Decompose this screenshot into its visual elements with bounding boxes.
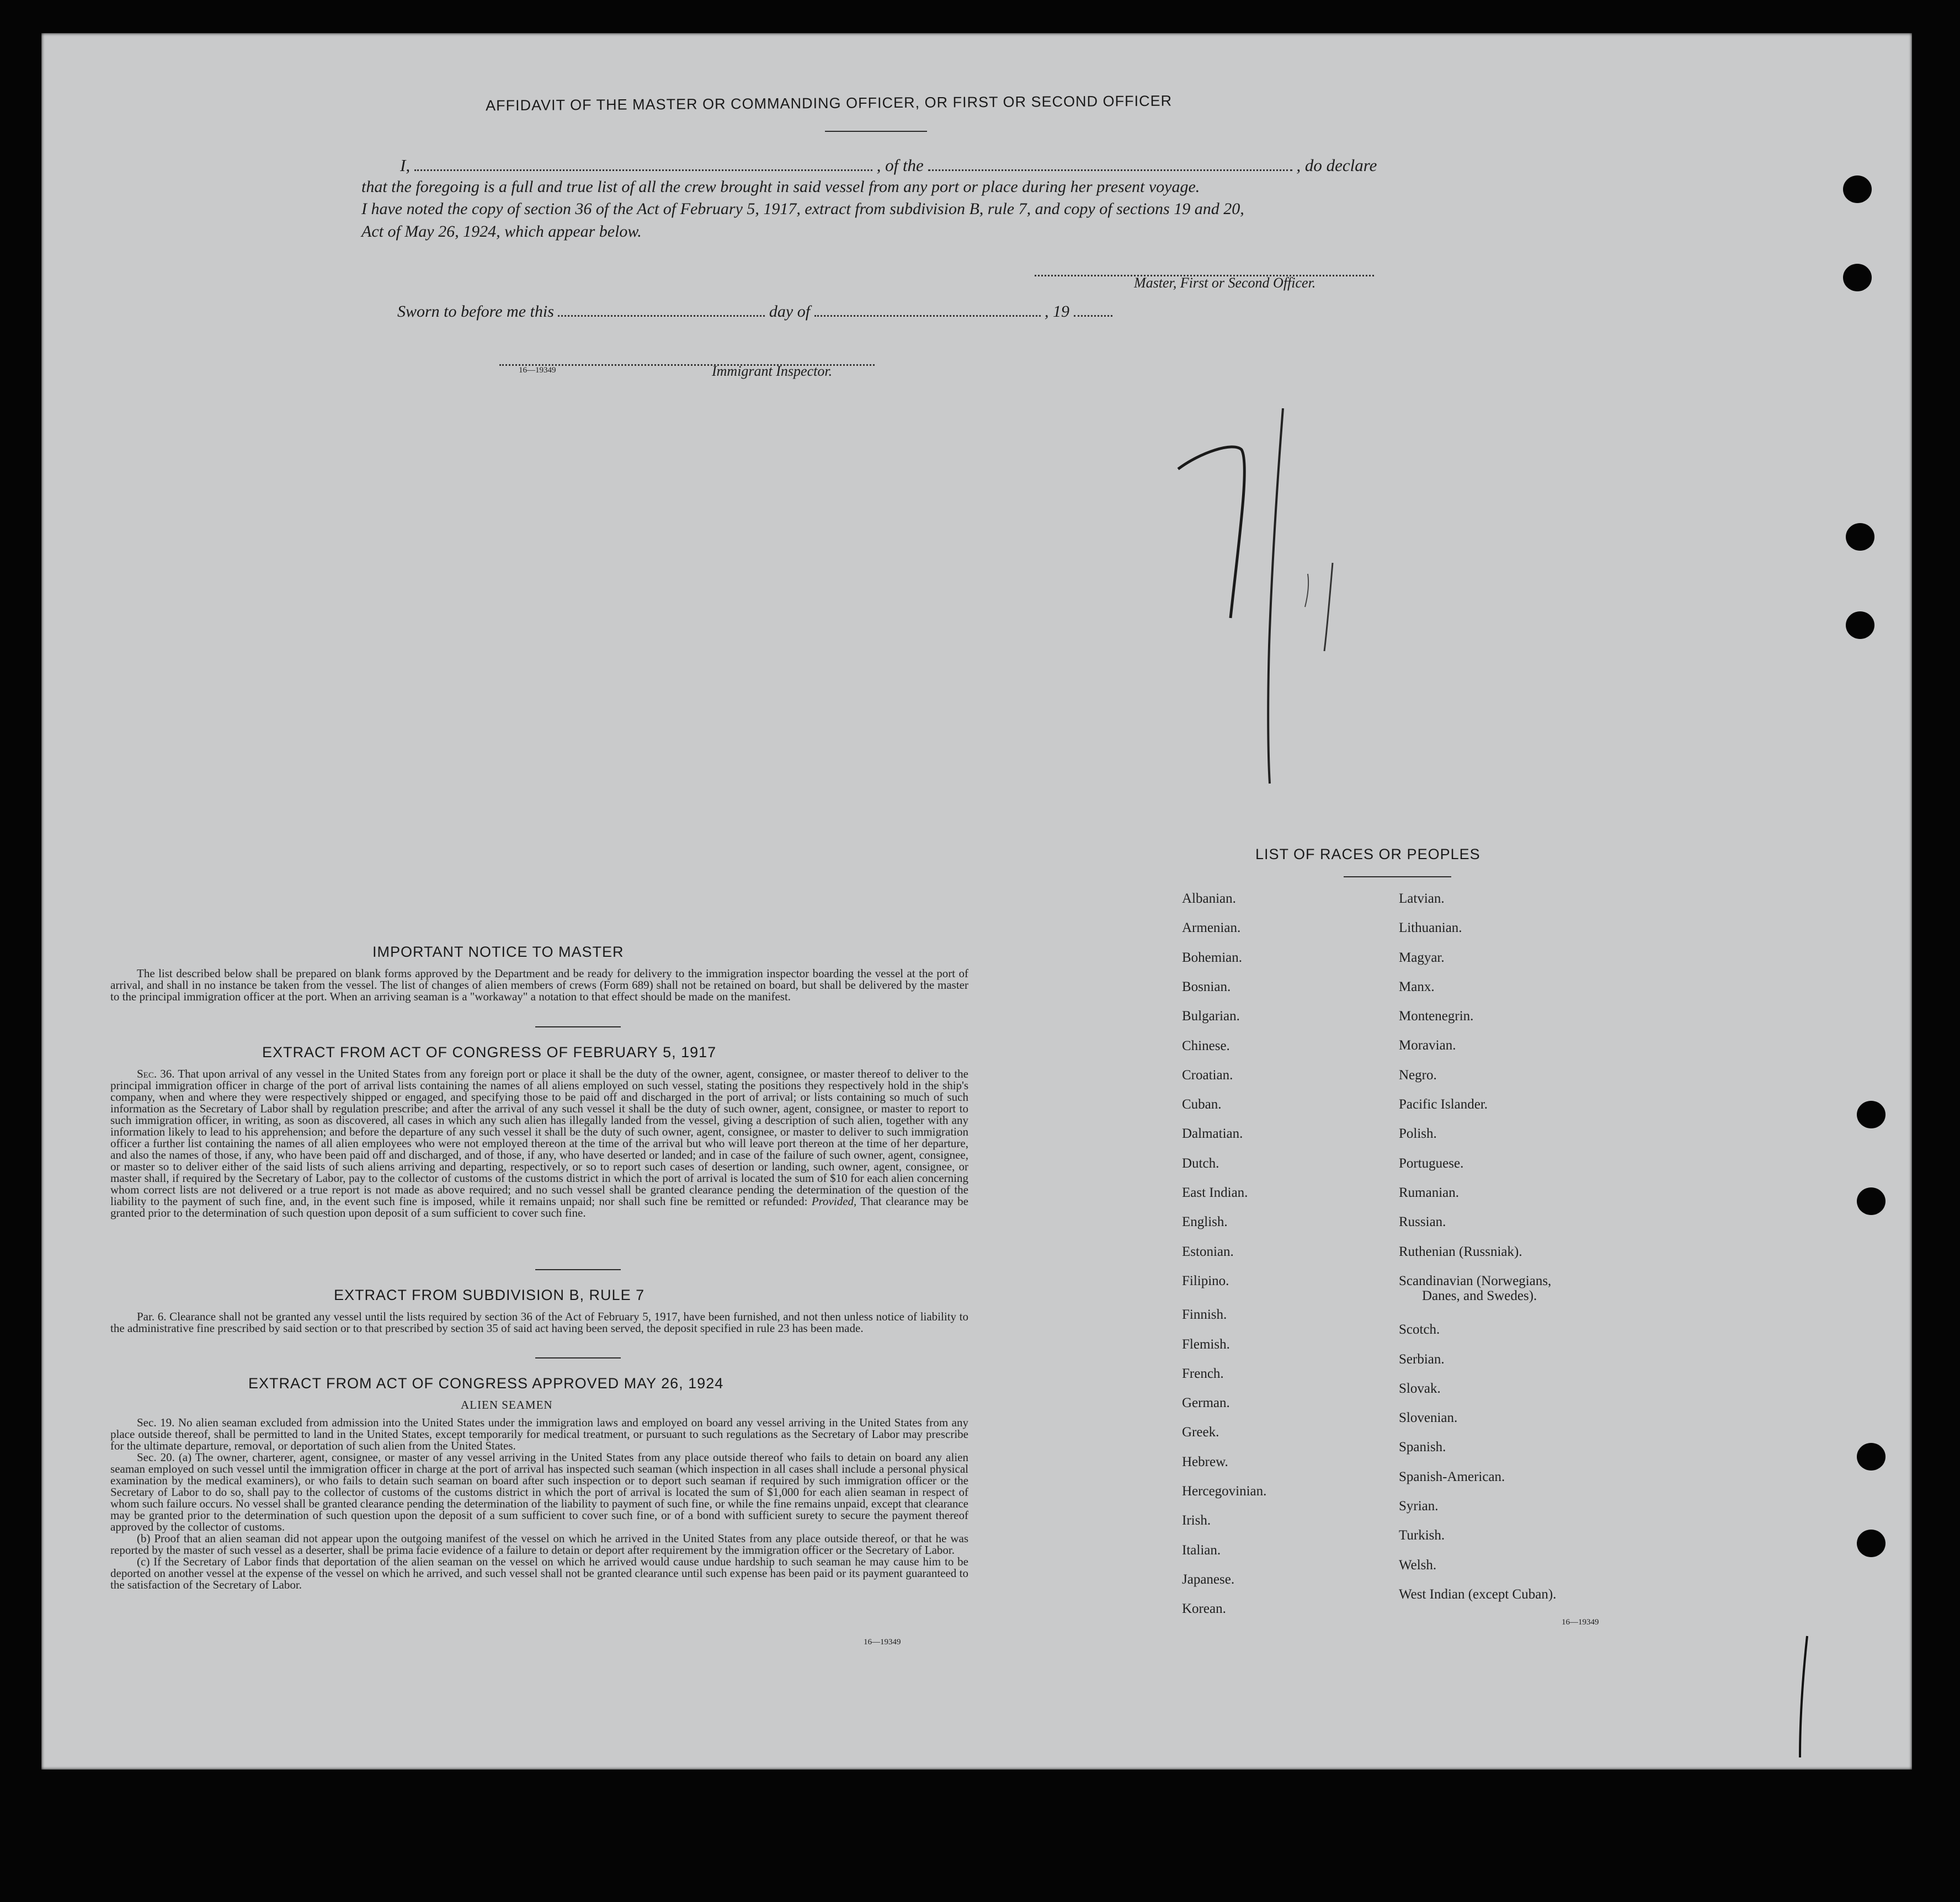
- race-item: Cuban.: [1182, 1097, 1222, 1112]
- race-item: West Indian (except Cuban).: [1399, 1587, 1557, 1602]
- race-item: Armenian.: [1182, 920, 1241, 935]
- form-number-bottom-left: 16—19349: [864, 1638, 901, 1647]
- punch-hole: [1843, 175, 1872, 203]
- title-rule: [825, 131, 927, 132]
- form-number-top: 16—19349: [519, 366, 556, 375]
- year-blank: [1074, 304, 1112, 317]
- race-item: Danes, and Swedes).: [1422, 1288, 1537, 1303]
- race-item: Turkish.: [1399, 1528, 1445, 1543]
- affidavit-i: I,: [400, 156, 411, 175]
- form-number-bottom-right: 16—19349: [1562, 1618, 1599, 1627]
- race-item: German.: [1182, 1395, 1230, 1410]
- race-item: Dalmatian.: [1182, 1126, 1243, 1141]
- notice-paragraph: The list described below shall be prepared on blank forms approved by the Department and be ready for delivery to the immigration inspector boarding the vessel at the port of arrival, and shall in no instance be taken from the vessel. The list of changes of alien members of crews (Form 689) shall not be retained on board, but shall be delivered by the master to the principal immigration officer at the port. When an arriving seaman is a "workaway" a notation to that effect should be made on the manifest.: [110, 967, 968, 1003]
- sec-20b-paragraph: (b) Proof that an alien seaman did not appear upon the outgoing manifest of the vessel on which he arrived in the United States from any place outside thereof, or that he was reported by the master of such vessel as a deserter, shall be prima facie evidence of a failure to detain or deport after requirement by the immigration officer or the Secretary of Labor.: [110, 1532, 968, 1557]
- race-item: East Indian.: [1182, 1185, 1248, 1200]
- rule-7-text: [110, 1311, 968, 1334]
- race-item: Montenegrin.: [1399, 1009, 1474, 1024]
- race-item: Moravian.: [1399, 1038, 1456, 1053]
- vessel-blank: [928, 158, 1292, 171]
- extract-1924-text: [110, 1417, 968, 1591]
- rule-7-paragraph: Par. 6. Clearance shall not be granted any vessel until the lists required by section 36 of the Act of February 5, 1917, have been furnished, and not then unless notice of liability to the administrative fine prescribed by said section or to that prescribed by section 35 of said act having been served, the deposit specified in rule 23 has been made.: [110, 1310, 968, 1335]
- race-item: Italian.: [1182, 1543, 1221, 1558]
- year-label: , 19: [1045, 302, 1070, 321]
- race-item: Manx.: [1399, 979, 1435, 994]
- race-item: Finnish.: [1182, 1307, 1227, 1322]
- race-item: Bosnian.: [1182, 979, 1231, 994]
- race-item: Greek.: [1182, 1425, 1219, 1440]
- provided-label: Provided,: [811, 1195, 857, 1208]
- sec-19-paragraph: Sec. 19. No alien seaman excluded from admission into the United States under the immigration laws and employed on board any vessel arriving in the United States from any place outside thereof, shall be permitted to land in the United States, except temporarily for medical treatment, or pursuant to such regulations as the Secretary of Labor may prescribe for the ultimate departure, removal, or deportation of such alien from the United States.: [110, 1416, 968, 1452]
- extract-1924-title: EXTRACT FROM ACT OF CONGRESS APPROVED MAY 26, 1924: [248, 1375, 724, 1392]
- race-item: Croatian.: [1182, 1068, 1233, 1083]
- sec-36-end: That clearance may be granted prior to the determination of such question upon deposit of a sum sufficient to cover such fine.: [110, 1195, 969, 1219]
- race-item: Korean.: [1182, 1601, 1226, 1616]
- race-item: Syrian.: [1399, 1499, 1439, 1514]
- race-item: Lithuanian.: [1399, 920, 1462, 935]
- race-item: Negro.: [1399, 1068, 1437, 1083]
- race-item: Portuguese.: [1399, 1156, 1464, 1171]
- punch-hole: [1857, 1187, 1886, 1215]
- affidavit-of-the: , of the: [876, 156, 924, 175]
- races-title: LIST OF RACES OR PEOPLES: [1255, 846, 1480, 862]
- race-item: English.: [1182, 1214, 1228, 1229]
- affidavit-title: AFFIDAVIT OF THE MASTER OR COMMANDING OFFICER, OR FIRST OR SECOND OFFICER: [485, 92, 1173, 114]
- handwritten-mark: [1167, 397, 1344, 795]
- sworn-label: Sworn to before me this: [397, 302, 554, 321]
- race-item: Pacific Islander.: [1399, 1097, 1488, 1112]
- race-item: Hebrew.: [1182, 1455, 1228, 1469]
- rule-7-title: EXTRACT FROM SUBDIVISION B, RULE 7: [334, 1287, 645, 1303]
- handwritten-stroke: [1793, 1633, 1815, 1760]
- affidavit-line1: [361, 156, 1377, 175]
- document-page: [41, 33, 1912, 1770]
- sworn-line: [397, 302, 1112, 321]
- race-item: Albanian.: [1182, 891, 1236, 906]
- race-item: Flemish.: [1182, 1337, 1230, 1352]
- extract-1917-text: [110, 1068, 968, 1219]
- race-item: Serbian.: [1399, 1352, 1445, 1367]
- race-item: Welsh.: [1399, 1558, 1437, 1573]
- sec-20a-paragraph: Sec. 20. (a) The owner, charterer, agent, consignee, or master of any vessel arriving in the United States from any place outside thereof who fails to detain on board any alien seaman employed on such vessel until the immigration officer in charge at the port of arrival has inspected such seaman (which inspection in all cases shall include a personal physical examination by the medical examiners), or who fails to detain such seaman on board after such inspection or to deport such seaman if required by such immigration officer or the Secretary of Labor to do so, shall pay to the collector of customs of the customs district in which the port of arrival is located the sum of $1,000 for each alien seaman in respect of whom such failure occurs. No vessel shall be granted clearance pending the determination of the liability to payment of such fine, or while the fine remains unpaid, except that clearance may be granted prior to the determination of such question upon the deposit of a sum sufficient to cover such fine, or of a bond with sufficient surety to secure the payment thereof approved by the collector of customs.: [110, 1451, 968, 1533]
- race-item: Russian.: [1399, 1214, 1446, 1229]
- race-item: Japanese.: [1182, 1572, 1235, 1587]
- extract-1917-title: EXTRACT FROM ACT OF CONGRESS OF FEBRUARY 5, 1917: [262, 1044, 717, 1061]
- race-item: Spanish.: [1399, 1440, 1446, 1455]
- punch-hole: [1857, 1530, 1886, 1557]
- punch-hole: [1857, 1443, 1886, 1471]
- race-item: Spanish-American.: [1399, 1469, 1505, 1484]
- punch-hole: [1846, 523, 1874, 551]
- affidavit-line2: that the foregoing is a full and true list of all the crew brought in said vessel from any port or place during her present voyage.: [361, 178, 1200, 196]
- race-item: Irish.: [1182, 1513, 1211, 1528]
- race-item: Filipino.: [1182, 1274, 1229, 1288]
- inspector-label: Immigrant Inspector.: [712, 363, 833, 379]
- race-item: Chinese.: [1182, 1038, 1230, 1053]
- affidavit-line4: Act of May 26, 1924, which appear below.: [361, 222, 642, 241]
- notice-rule: [535, 1026, 621, 1027]
- master-signature-label: Master, First or Second Officer.: [1134, 275, 1316, 291]
- race-item: Bulgarian.: [1182, 1009, 1240, 1024]
- punch-hole: [1843, 264, 1872, 291]
- race-item: Ruthenian (Russniak).: [1399, 1244, 1522, 1259]
- sec-36-label: Sec. 36.: [137, 1067, 175, 1080]
- day-of-label: day of: [769, 302, 811, 321]
- race-item: Latvian.: [1399, 891, 1445, 906]
- races-rule: [1344, 876, 1451, 877]
- race-item: French.: [1182, 1366, 1224, 1381]
- affidavit-line3: I have noted the copy of section 36 of the Act of February 5, 1917, extract from subdivision B, rule 7, and copy of sections 19 and 20,: [361, 200, 1244, 218]
- race-item: Slovenian.: [1399, 1410, 1458, 1425]
- race-item: Scotch.: [1399, 1322, 1440, 1337]
- race-item: Scandinavian (Norwegians,: [1399, 1274, 1552, 1288]
- notice-title: IMPORTANT NOTICE TO MASTER: [372, 944, 624, 960]
- notice-text: [110, 968, 968, 1003]
- rule-7-rule: [535, 1357, 621, 1358]
- affidavit-declare: , do declare: [1296, 156, 1377, 175]
- sec-20c-paragraph: (c) If the Secretary of Labor finds that deportation of the alien seaman on the vessel on which he arrived would cause undue hardship to such seaman he may cause him to be deported on another vessel at the expense of the vessel on which he arrived, and such vessel shall not be granted clearance until such expense has been paid or its payment guaranteed to the satisfaction of the Secretary of Labor.: [110, 1555, 968, 1591]
- race-item: Hercegovinian.: [1182, 1484, 1267, 1499]
- sec-36-body: That upon arrival of any vessel in the United States from any foreign port or place it shall be the duty of the owner, agent, consignee, or master thereof to deliver to the principal immigration officer in charge of the port of arrival lists containing the names of all aliens employed on such vessel, stating the positions they respectively hold in the ship's company, when and where they were respectively shipped or engaged, and specifying those to be paid off and discharged in the port of arrival; or lists containing so much of such information as the Secretary of Labor shall by regulation prescribe; and after the arrival of any such vessel it shall be the duty of such owner, agent, consignee, or master to report to such immigration officer, in writing, as soon as discovered, all cases in which any such alien has illegally landed from the vessel, giving a description of such alien, together with any information likely to lead to his apprehension; and before the departure of any such vessel it shall be the duty of such owner, agent, consignee, or master to deliver to such immigration officer a further list containing the names of all alien employees who were not employed thereon at the time of the arrival but who will leave port thereon at the time of her departure, and also the names of those, if any, who have been paid off and discharged, and of those, if any, who have deserted or landed; and in case of the failure of such owner, agent, consignee, or master so to deliver either of the said lists of such aliens arriving and departing, respectively, or so to report such cases of desertion or landing, such owner, agent, consignee, or master shall, if required by the Secretary of Labor, pay to the collector of customs of the customs district in which the port of arrival is located the sum of $10 for each alien concerning whom correct lists are not delivered or a true report is not made as above required; and no such vessel shall be granted clearance pending the determination of the question of the liability to the payment of such fine, and, in the event such fine is imposed, while it remains unpaid; nor shall such fine be remitted or refunded:: [110, 1067, 968, 1208]
- race-item: Dutch.: [1182, 1156, 1219, 1171]
- race-item: Bohemian.: [1182, 950, 1243, 965]
- punch-hole: [1846, 611, 1874, 639]
- month-blank: [814, 304, 1041, 317]
- extract-1917-rule: [535, 1269, 621, 1270]
- race-item: Polish.: [1399, 1126, 1437, 1141]
- alien-seamen-subtitle: ALIEN SEAMEN: [461, 1398, 553, 1411]
- punch-hole: [1857, 1101, 1886, 1128]
- day-blank: [558, 304, 765, 317]
- name-blank: [414, 158, 872, 171]
- race-item: Magyar.: [1399, 950, 1445, 965]
- race-item: Rumanian.: [1399, 1185, 1460, 1200]
- race-item: Slovak.: [1399, 1381, 1441, 1396]
- race-item: Estonian.: [1182, 1244, 1234, 1259]
